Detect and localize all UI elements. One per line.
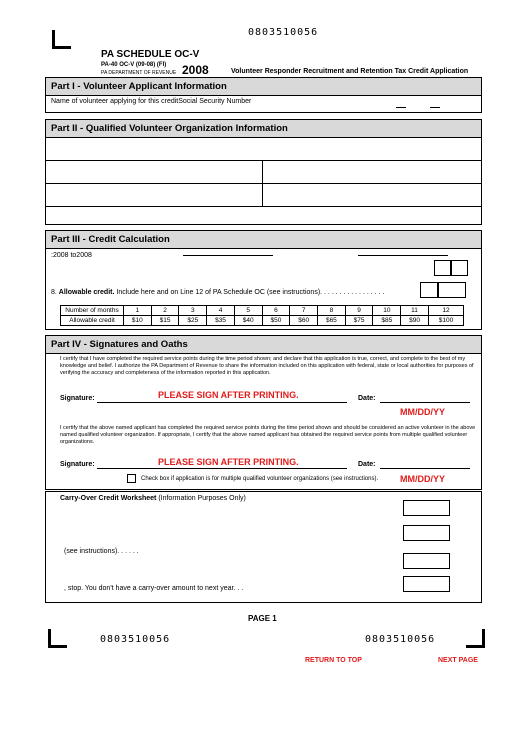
volunteer-date-field[interactable] [380, 402, 470, 403]
date-label-1: Date: [358, 395, 376, 402]
month-cell: 4 [207, 306, 235, 316]
volunteer-oath: I certify that I have completed the required service points during the time period shown; and declare that this application is true, correct, and complete to the best of my knowledge and belief. I authorize the PA Department of Revenue to share the information included on this application with federal, state or local authorities for purposes of verifying the accuracy and completeness of the information reported in this application. [60, 356, 474, 376]
top-barcode: 0803510056 [248, 27, 319, 38]
organization-signature-field[interactable] [97, 468, 347, 469]
volunteer-name-label: Name of volunteer applying for this creditSocial Security Number [51, 98, 252, 105]
credit-cell: $40 [234, 316, 262, 326]
bottom-barcode-right: 0803510056 [365, 634, 436, 645]
part2-heading: Part II - Qualified Volunteer Organization Information [46, 120, 481, 138]
department-name: PA DEPARTMENT OF REVENUE [101, 70, 177, 76]
line8-label [51, 289, 384, 296]
line8-number: 8. [51, 289, 57, 296]
carryover-box-1[interactable] [403, 500, 450, 516]
months-box-1[interactable] [434, 260, 451, 276]
credit-box-2[interactable] [438, 282, 466, 298]
allowable-credit-table [60, 305, 464, 326]
months-box-2[interactable] [451, 260, 468, 276]
credit-cell: $60 [290, 316, 318, 326]
line8-text: Include here and on Line 12 of PA Schedule OC (see instructions). . . . . . . . . . . . . . . . . [116, 289, 385, 296]
registration-mark-bottom-left [48, 629, 67, 648]
credit-cell: $75 [345, 316, 373, 326]
sign-note-1: PLEASE SIGN AFTER PRINTING. [158, 390, 299, 400]
month-cell: 12 [428, 306, 463, 316]
month-cell: 2 [151, 306, 179, 316]
month-cell: 5 [234, 306, 262, 316]
month-cell: 3 [179, 306, 207, 316]
month-cell: 8 [318, 306, 346, 316]
date-placeholder-1: MM/DD/YY [400, 407, 445, 417]
month-cell: 9 [345, 306, 373, 316]
months-header: Number of months [61, 306, 124, 316]
volunteer-signature-field[interactable] [97, 402, 347, 403]
service-period: :2008 to2008 [51, 252, 92, 259]
organization-date-field[interactable] [380, 468, 470, 469]
period-start-field[interactable] [183, 255, 273, 256]
registration-mark-bottom-right [466, 629, 485, 648]
line8-bold: Allowable credit. [58, 289, 115, 296]
part1-section [45, 77, 482, 113]
carryover-line-b: , stop. You don't have a carry-over amount to next year. . . [64, 585, 244, 592]
form-subtitle: Volunteer Responder Recruitment and Retention Tax Credit Application [231, 68, 469, 75]
return-to-top-link[interactable]: RETURN TO TOP [305, 657, 362, 664]
credit-cell: $25 [179, 316, 207, 326]
signature-label-2: Signature: [60, 461, 95, 468]
signature-label-1: Signature: [60, 395, 95, 402]
part4-heading: Part IV - Signatures and Oaths [46, 336, 481, 354]
form-title: PA SCHEDULE OC-V [101, 49, 200, 60]
sign-note-2: PLEASE SIGN AFTER PRINTING. [158, 457, 299, 467]
tax-year: 2008 [182, 63, 209, 77]
organization-name-field[interactable] [46, 138, 481, 161]
multi-org-checkbox[interactable] [127, 474, 136, 483]
ssn-dash-2 [430, 107, 440, 108]
credit-cell: $65 [318, 316, 346, 326]
month-cell: 11 [401, 306, 429, 316]
part2-section [45, 119, 482, 225]
multi-org-label: Check box if application is for multiple qualified volunteer organizations (see instructions). [141, 476, 379, 482]
carryover-box-4[interactable] [403, 576, 450, 592]
month-cell: 1 [124, 306, 152, 316]
page-number: PAGE 1 [248, 614, 277, 623]
credit-cell: $35 [207, 316, 235, 326]
month-cell: 7 [290, 306, 318, 316]
credit-cell: $90 [401, 316, 429, 326]
ssn-dash-1 [396, 107, 406, 108]
carryover-heading [60, 495, 246, 502]
carryover-subtitle: (Information Purposes Only) [158, 495, 246, 502]
carryover-box-3[interactable] [403, 553, 450, 569]
next-page-link[interactable]: NEXT PAGE [438, 657, 478, 664]
carryover-box-2[interactable] [403, 525, 450, 541]
organization-oath: I certify that the above named applicant has completed the required service points during the time period shown and should be considered an active volunteer in the above named qualified volunteer organization. If appropriate, I certify that the above named applicant has obtained the required service points from multiple qualified volunteer organizations. [60, 425, 476, 445]
part1-heading: Part I - Volunteer Applicant Information [46, 78, 481, 96]
month-cell: 10 [373, 306, 401, 316]
month-cell: 6 [262, 306, 290, 316]
credit-cell: $85 [373, 316, 401, 326]
carryover-line-a: (see instructions). . . . . . [64, 548, 139, 555]
months-row [61, 306, 464, 316]
credit-box-1[interactable] [420, 282, 438, 298]
credit-header: Allowable credit [61, 316, 124, 326]
form-code: PA-40 OC-V (09-08) (FI) [101, 62, 167, 68]
credit-row [61, 316, 464, 326]
date-label-2: Date: [358, 461, 376, 468]
credit-cell: $100 [428, 316, 463, 326]
registration-mark-top [52, 30, 71, 49]
credit-cell: $50 [262, 316, 290, 326]
credit-cell: $10 [124, 316, 152, 326]
date-placeholder-2: MM/DD/YY [400, 474, 445, 484]
carryover-title: Carry-Over Credit Worksheet [60, 495, 157, 502]
credit-cell: $15 [151, 316, 179, 326]
period-end-field[interactable] [358, 255, 448, 256]
bottom-barcode-left: 0803510056 [100, 634, 171, 645]
part3-heading: Part III - Credit Calculation [46, 231, 481, 249]
